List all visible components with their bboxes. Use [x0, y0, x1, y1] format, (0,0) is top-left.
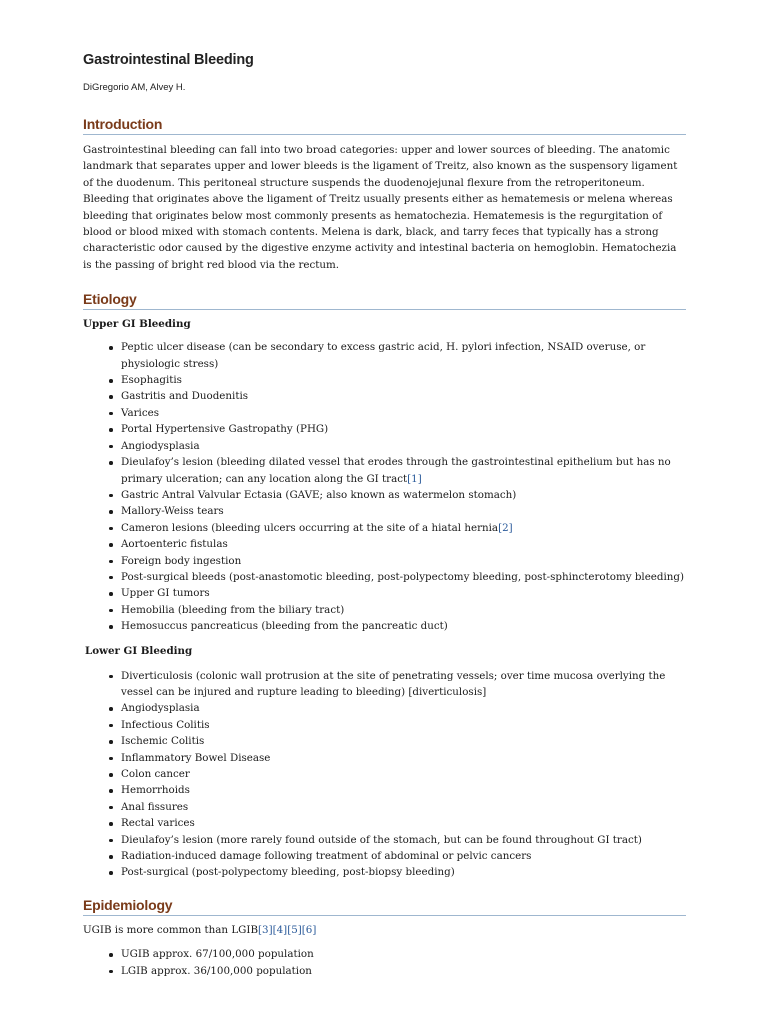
- document-page: [83, 50, 686, 979]
- list-item: [121, 750, 686, 766]
- list-item: [121, 733, 686, 749]
- list-item-text: Radiation-induced damage following treatment of abdominal or pelvic cancers: [121, 850, 532, 863]
- list-item-text: Hemobilia (bleeding from the biliary tract): [121, 603, 345, 616]
- list-item-text: Diverticulosis (colonic wall protrusion at the site of penetrating vessels; over time mucosa overlying the vessel can be injured and rupture leading to bleeding) [diverticulosis]: [121, 669, 666, 698]
- subheading-lower-gi-bleeding: Lower GI Bleeding: [85, 644, 193, 657]
- list-item-text: Mallory-Weiss tears: [121, 505, 224, 518]
- authors-line: DiGregorio AM, Alvey H.: [83, 82, 186, 93]
- list-item: [121, 553, 686, 569]
- upper-gi-causes-list: [83, 339, 686, 634]
- subheading-upper-gi-bleeding: Upper GI Bleeding: [83, 318, 191, 331]
- introduction-paragraph: Gastrointestinal bleeding can fall into two broad categories: upper and lower sources of bleeding. The anatomic landmark that separates upper and lower bleeds is the ligament of Treitz, also known as the suspensory ligament of the duodenum. This peritoneal structure suspends the duodenojejunal flexure from the retroperitoneum. Bleeding that originates above the ligament of Treitz usually presents either as hematemesis or melena whereas bleeding that originates below most commonly presents as hematochezia. Hematemesis is the regurgitation of blood or blood mixed with stomach contents. Melena is dark, black, and tarry feces that typically has a strong characteristic odor caused by the digestive enzyme activity and intestinal bacteria on hemoglobin. Hematochezia is the passing of bright red blood via the rectum.: [83, 144, 678, 271]
- list-item: [121, 388, 686, 404]
- list-item-text: Colon cancer: [121, 768, 190, 780]
- epidemiology-intro: [83, 922, 686, 938]
- section-heading-etiology: Etiology: [83, 290, 686, 310]
- list-item-text: Inflammatory Bowel Disease: [121, 751, 271, 764]
- list-item: [121, 438, 686, 454]
- list-item-text: Angiodysplasia: [121, 702, 200, 715]
- lower-gi-causes-list: [83, 668, 686, 881]
- list-item: [121, 618, 686, 634]
- list-item-text: Post-surgical bleeds (post-anastomotic bleeding, post-polypectomy bleeding, post-sphincterotomy bleeding): [121, 570, 685, 583]
- section-heading-introduction: Introduction: [83, 115, 686, 135]
- list-item: [121, 782, 686, 798]
- list-item: [121, 799, 686, 815]
- list-item-text: Peptic ulcer disease (can be secondary to excess gastric acid, H. pylori infection, NSAID overuse, or physiologic stress): [121, 341, 646, 370]
- list-item-text: Hemorrhoids: [121, 784, 190, 797]
- list-item-text: Anal fissures: [121, 800, 189, 813]
- list-item-text: Varices: [121, 406, 159, 419]
- list-item-text: Portal Hypertensive Gastropathy (PHG): [121, 423, 329, 436]
- list-item: [121, 503, 686, 519]
- section-heading-epidemiology: Epidemiology: [83, 896, 686, 916]
- list-item-text: Rectal varices: [121, 817, 195, 830]
- list-item-text: Cameron lesions (bleeding ulcers occurring at the site of a hiatal hernia: [121, 521, 499, 534]
- reference-links[interactable]: [3][4][5][6]: [258, 923, 317, 936]
- list-item: [121, 946, 686, 962]
- list-item-text: Foreign body ingestion: [121, 554, 242, 567]
- list-item: [121, 520, 686, 536]
- list-item: [121, 569, 686, 585]
- epidemiology-list: [83, 946, 686, 979]
- list-item: [121, 963, 686, 979]
- list-item-text: Dieulafoy’s lesion (more rarely found outside of the stomach, but can be found throughout GI tract): [121, 833, 642, 846]
- list-item-text: Infectious Colitis: [121, 718, 210, 731]
- list-item: [121, 602, 686, 618]
- list-item-text: Hemosuccus pancreaticus (bleeding from the pancreatic duct): [121, 620, 448, 633]
- list-item-text: Dieulafoy’s lesion (bleeding dilated vessel that erodes through the gastrointestinal epithelium but has no primary ulceration; can any location along the GI tract: [121, 456, 671, 485]
- list-item: [121, 421, 686, 437]
- list-item-text: Esophagitis: [121, 374, 182, 387]
- list-item: [121, 766, 686, 782]
- list-item: [121, 717, 686, 733]
- list-item-text: Aortoenteric fistulas: [121, 538, 228, 551]
- list-item: [121, 815, 686, 831]
- list-item: [121, 700, 686, 716]
- list-item: [121, 339, 686, 372]
- list-item-text: Gastric Antral Valvular Ectasia (GAVE; also known as watermelon stomach): [121, 488, 517, 501]
- list-item-text: LGIB approx. 36/100,000 population: [121, 964, 312, 977]
- list-item: [121, 372, 686, 388]
- list-item-text: Post-surgical (post-polypectomy bleeding, post-biopsy bleeding): [121, 866, 455, 879]
- list-item-text: Upper GI tumors: [121, 587, 210, 600]
- list-item: [121, 585, 686, 601]
- document-title: Gastrointestinal Bleeding: [83, 52, 254, 68]
- list-item-text: UGIB approx. 67/100,000 population: [121, 948, 314, 961]
- list-item: [121, 405, 686, 421]
- epidemiology-intro-text: UGIB is more common than LGIB: [83, 923, 259, 936]
- list-item-text: Ischemic Colitis: [121, 735, 205, 748]
- list-item: [121, 536, 686, 552]
- list-item: [121, 454, 686, 487]
- reference-link[interactable]: [2]: [498, 521, 513, 534]
- reference-link[interactable]: [1]: [407, 472, 422, 485]
- list-item-text: Angiodysplasia: [121, 439, 200, 452]
- list-item: [121, 864, 686, 880]
- list-item-text: Gastritis and Duodenitis: [121, 390, 249, 403]
- list-item: [121, 832, 686, 848]
- list-item: [121, 487, 686, 503]
- list-item: [121, 848, 686, 864]
- list-item: [121, 668, 686, 701]
